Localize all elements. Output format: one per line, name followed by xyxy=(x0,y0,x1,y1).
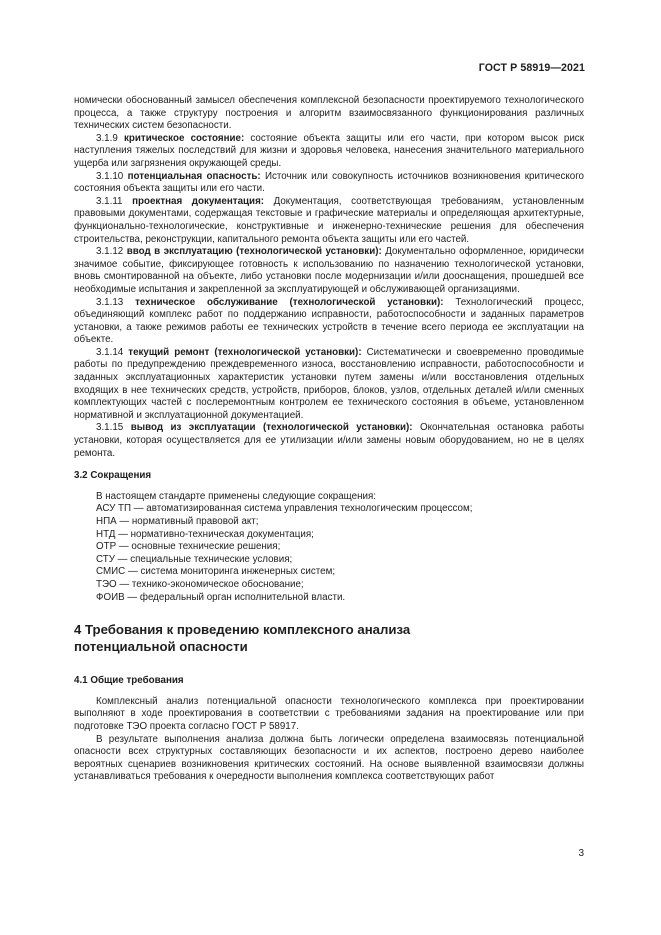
list-item: СМИС — система мониторинга инженерных систем; xyxy=(96,566,336,578)
term-number: 3.1.9 xyxy=(96,132,118,144)
term-number: 3.1.12 xyxy=(96,246,124,258)
list-item: НТД — нормативно-техническая документация; xyxy=(96,528,314,540)
list-item: ФОИВ — федеральный орган исполнительной власти. xyxy=(96,591,346,603)
list-item: ТЭО — технико-экономическое обоснование; xyxy=(96,578,304,590)
document-body xyxy=(74,95,584,784)
intro-paragraph: номически обоснованный замысел обеспечения комплексной безопасности проектируемого технологического процесса, а также структуру построения и алгоритм взаимосвязанного функционирования различных технических систем безопасности. xyxy=(74,95,584,132)
term-definition: Систематически и своевременно проводимые работы по предупреждению преждевременного износа, восстановлению исправности, работоспособности и заданных эксплуатационных характеристик установки путем замены и/или восстановления отдельных входящих в нее технических средств, устройств, приборов, блоков, узлов, отдельных деталей и/или сменных комплектующих частей с послеремонтным контролем ее технического состояния в объеме, установленном нормативной и эксплуатационной документацией. xyxy=(74,346,584,421)
term-name: ввод в эксплуатацию (технологической установки): xyxy=(126,246,382,258)
term-3-1-9 xyxy=(74,133,584,171)
term-definition: Документация, соответствующая требованиям, установленным правовыми документами, содержащая текстовые и графические материалы и определяющая архитектурные, функционально-технологические, конструктивные и инженерно-технические решения для обеспечения строительства, реконструкции, капитального ремонта объекта защиты или его частей. xyxy=(74,195,585,245)
term-number: 3.1.13 xyxy=(96,296,124,308)
term-number: 3.1.10 xyxy=(96,170,124,182)
list-item: СТУ — специальные технические условия; xyxy=(96,553,293,565)
term-3-1-11 xyxy=(74,196,584,246)
term-3-1-14 xyxy=(74,347,584,423)
body-paragraph: В результате выполнения анализа должна быть логически определена взаимосвязь потенциальной опасности всех структурных составляющих безопасности и их аспектов, построено дерево наиболее вероятных сценариев возникновения критических состояний. На основе выявленной взаимосвязи должны устанавливаться требования к очередности выполнения комплекса соответствующих работ xyxy=(74,733,584,783)
section-4-heading-line1: 4 Требования к проведению комплексного анализа xyxy=(74,622,411,638)
term-name: критическое состояние: xyxy=(124,132,245,144)
term-3-1-13 xyxy=(74,297,584,347)
term-definition: состояние объекта защиты или его части, при котором высок риск наступления тяжелых последствий для жизни и здоровья человека, нанесения значительного материального ущерба или загрязнения окружающей среды. xyxy=(74,132,584,169)
term-definition: Источник или совокупность источников возникновения критического состояния объекта защиты или его части. xyxy=(74,170,584,195)
section-4-1-heading: 4.1 Общие требования xyxy=(74,675,184,687)
term-name: проектная документация: xyxy=(132,195,265,207)
term-name: текущий ремонт (технологической установки): xyxy=(128,346,362,358)
section-4-heading-line2: потенциальной опасности xyxy=(74,638,248,654)
body-paragraph: Комплексный анализ потенциальной опасности технологического комплекса при проектировании выполняют в ходе проектирования в соответствии с требованиями задания на проектирование или при подготовке ТЭО проекта согласно ГОСТ Р 58917. xyxy=(74,695,584,732)
term-definition: Технологический процесс, объединяющий комплекс работ по поддержанию исправности, работоспособности и заданных параметров установки, а также режимов работы ее технических устройств в течение всего периода ее эксплуатации на объекте. xyxy=(74,296,585,346)
section-3-2-heading: 3.2 Сокращения xyxy=(74,470,152,482)
term-number: 3.1.15 xyxy=(96,422,124,434)
abbreviations-intro: В настоящем стандарте применены следующие сокращения: xyxy=(96,490,376,502)
term-definition: Окончательная остановка работы установки, которая осуществляется для ее утилизации и/или замены новым оборудованием, но не в целях ремонта. xyxy=(74,422,584,459)
section-4-heading xyxy=(74,622,584,655)
term-definition: Документально оформленное, юридически значимое событие, фиксирующее готовность к использованию по назначению технологической установки, вновь смонтированной на объекте, либо установки после модернизации и/или дооснащения, прошедшей все необходимые испытания и закрепленной за эксплуатирующей и обслуживающей организациями. xyxy=(74,246,584,295)
list-item: ОТР — основные технические решения; xyxy=(96,541,281,553)
standard-header: ГОСТ Р 58919—2021 xyxy=(478,62,585,74)
term-3-1-12 xyxy=(74,246,584,296)
list-item: НПА — нормативный правовой акт; xyxy=(96,516,259,527)
list-item: АСУ ТП — автоматизированная система управления технологическим процессом; xyxy=(96,503,473,515)
term-3-1-15 xyxy=(74,422,584,460)
term-name: техническое обслуживание (технологической установки): xyxy=(135,296,444,308)
term-number: 3.1.11 xyxy=(96,195,123,207)
abbreviations-list xyxy=(74,503,584,604)
term-number: 3.1.14 xyxy=(96,346,124,358)
term-name: вывод из эксплуатации (технологической установки): xyxy=(130,422,413,434)
page-number: 3 xyxy=(578,848,584,859)
term-name: потенциальная опасность: xyxy=(127,170,261,182)
term-3-1-10 xyxy=(74,171,584,196)
